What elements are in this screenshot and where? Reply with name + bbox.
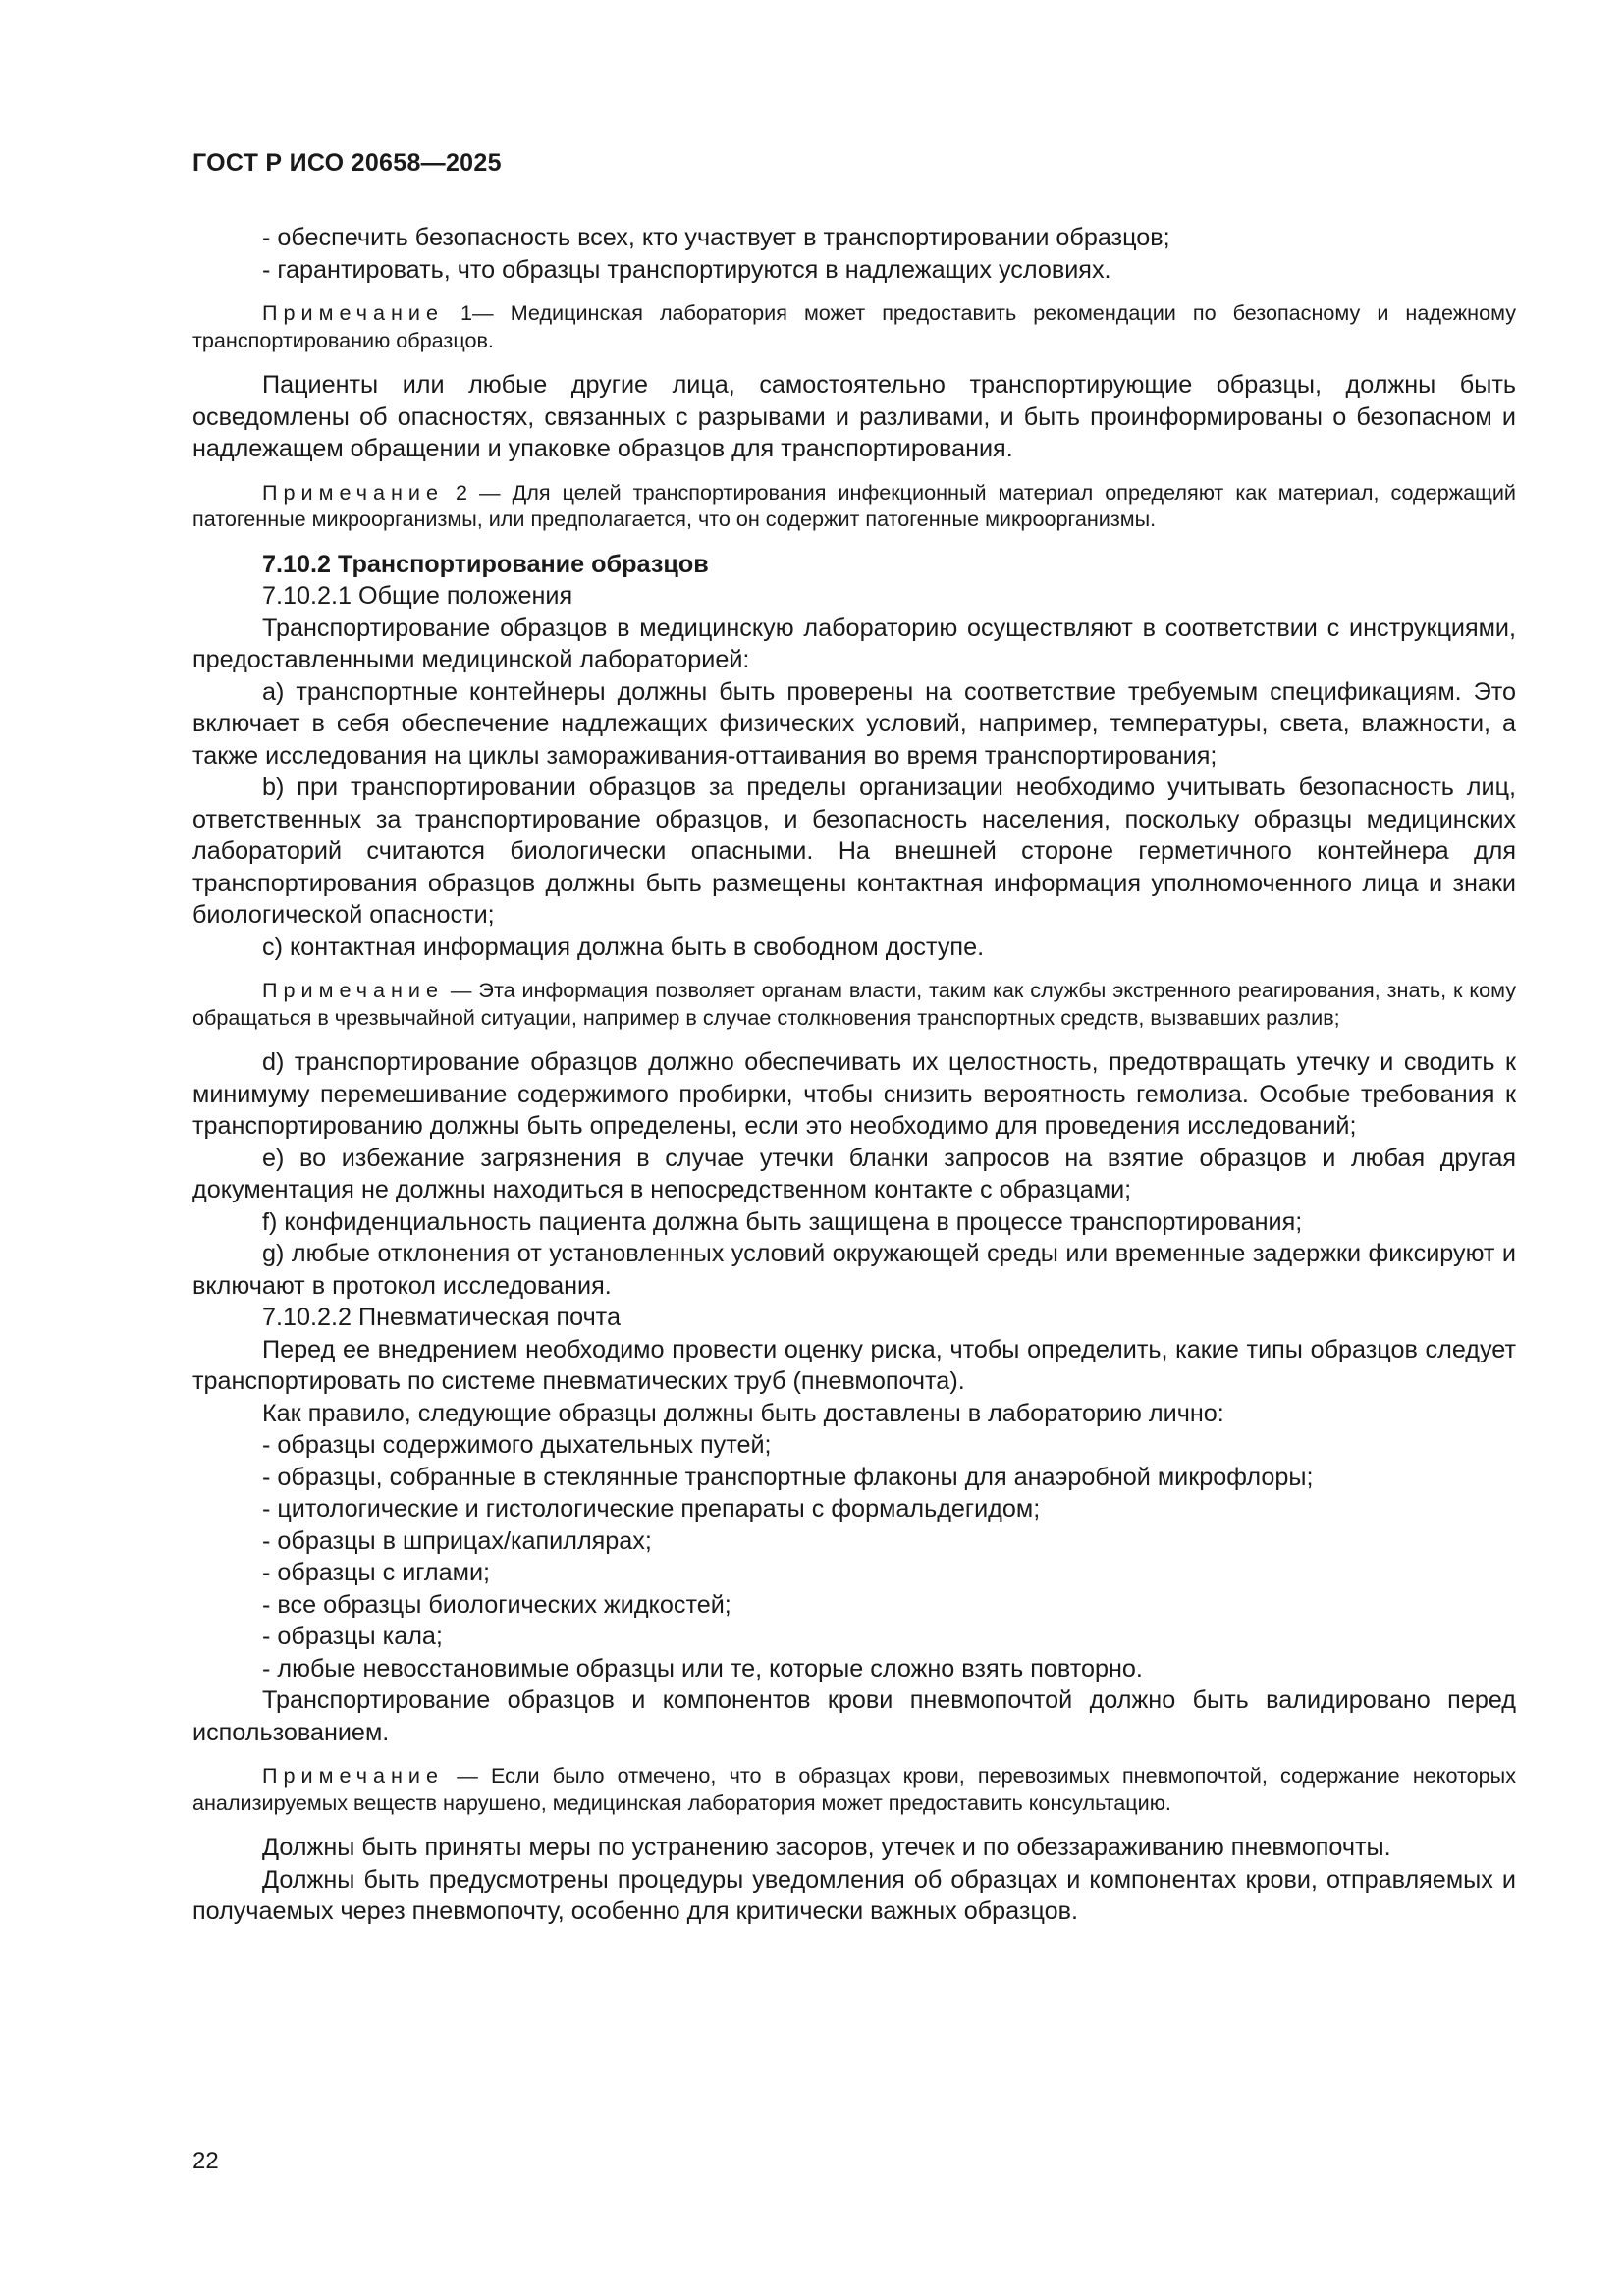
note (192, 299, 1516, 353)
paragraph: Должны быть предусмотрены процедуры уведомления об образцах и компонентах крови, отправляемых и получаемых через пневмопочту, особенно для критически важных образцов. (192, 1865, 1516, 1925)
paragraph: Должны быть приняты меры по устранению засоров, утечек и по обеззараживанию пневмопочты. (262, 1834, 1391, 1861)
paragraph: - гарантировать, что образцы транспортируются в надлежащих условиях. (262, 255, 1111, 284)
list-item-c: c) контактная информация должна быть в свободном доступе. (262, 933, 985, 961)
list-item: - образцы кала; (262, 1623, 443, 1650)
page-body (192, 222, 1516, 1928)
note-text: — Если было отмечено, что в образцах крови, перевозимых пневмопочтой, содержание некоторых анализируемых веществ нарушено, медицинская лаборатория может предоставить консультацию. (192, 1763, 1516, 1815)
paragraph: Транспортирование образцов и компонентов крови пневмопочтой должно быть валидировано перед использованием. (192, 1686, 1516, 1746)
note-label: Примечание (262, 978, 444, 1002)
subsection-heading: 7.10.2.2 Пневматическая почта (262, 1304, 621, 1331)
document-header: ГОСТ Р ИСО 20658—2025 (192, 149, 502, 177)
list-item: - образцы содержимого дыхательных путей; (262, 1431, 772, 1459)
list-item: - цитологические и гистологические препараты с формальдегидом; (262, 1495, 1041, 1522)
note-label: Примечание (262, 300, 444, 325)
note (192, 479, 1516, 533)
list-item-a: a) транспортные контейнеры должны быть проверены на соответствие требуемым спецификациям. Это включает в себя обеспечение надлежащих физических условий, например, температуры, света, влажности, а также исследования на циклы замораживания-оттаивания во время транспортирования; (192, 677, 1516, 770)
list-item-b: b) при транспортировании образцов за пределы организации необходимо учитывать безопасность лиц, ответственных за транспортирование образцов, и безопасность населения, поскольку образцы медицинских лабораторий считаются биологически опасными. На внешней стороне герметичного контейнера для транспортирования образцов должны быть размещены контактная информация уполномоченного лица и знаки биологической опасности; (192, 774, 1516, 929)
paragraph: Перед ее внедрением необходимо провести оценку риска, чтобы определить, какие типы образцов следует транспортировать по системе пневматических труб (пневмопочта). (192, 1335, 1516, 1395)
list-item-d: d) транспортирование образцов должно обеспечивать их целостность, предотвращать утечку и сводить к минимуму перемешивание содержимого пробирки, чтобы снизить вероятность гемолиза. Особые требования к транспортированию должны быть определены, если это необходимо для проведения исследований; (192, 1048, 1516, 1140)
list-item: - любые невосстановимые образцы или те, которые сложно взять повторно. (262, 1654, 1143, 1682)
paragraph: - обеспечить безопасность всех, кто участвует в транспортировании образцов; (262, 224, 1170, 251)
note-text: — Эта информация позволяет органам власти, таким как службы экстренного реагирования, знать, к кому обращаться в чрезвычайной ситуации, например в случае столкновения транспортных средств, вызвавших разлив; (192, 978, 1517, 1030)
list-item-f: f) конфиденциальность пациента должна быть защищена в процессе транспортирования; (262, 1207, 1303, 1236)
note-label: Примечание (262, 479, 444, 505)
paragraph: Транспортирование образцов в медицинскую лабораторию осуществляют в соответствии с инструкциями, предоставленными медицинской лабораторией: (192, 614, 1516, 673)
list-item: - все образцы биологических жидкостей; (262, 1590, 731, 1619)
subsection-heading: 7.10.2.1 Общие положения (262, 582, 573, 610)
note (192, 1762, 1516, 1816)
note-label: Примечание (262, 1763, 444, 1788)
paragraph: Как правило, следующие образцы должны быть доставлены в лабораторию лично: (262, 1399, 1224, 1427)
list-item: - образцы, собранные в стеклянные транспортные флаконы для анаэробной микрофлоры; (262, 1463, 1314, 1491)
list-item: - образцы с иглами; (262, 1559, 491, 1586)
note-text: 1— Медицинская лаборатория может предоставить рекомендации по безопасному и надежному транспортированию образцов. (192, 300, 1517, 352)
section-heading: 7.10.2 Транспортирование образцов (262, 550, 709, 578)
list-item: - образцы в шприцах/капиллярах; (262, 1526, 652, 1555)
note (192, 977, 1516, 1031)
page-number: 22 (192, 2148, 219, 2174)
list-item-g: g) любые отклонения от установленных условий окружающей среды или временные задержки фиксируют и включают в протокол исследования. (192, 1240, 1516, 1300)
note-text: 2 — Для целей транспортирования инфекционный материал определяют как материал, содержащий патогенные микроорганизмы, или предполагается, что он содержит патогенные микроорганизмы. (192, 479, 1516, 531)
list-item-e: e) во избежание загрязнения в случае утечки бланки запросов на взятие образцов и любая другая документация не должны находиться в непосредственном контакте с образцами; (192, 1144, 1516, 1203)
paragraph: Пациенты или любые другие лица, самостоятельно транспортирующие образцы, должны быть осведомлены об опасностях, связанных с разрывами и разливами, и быть проинформированы о безопасном и надлежащем обращении и упаковке образцов для транспортирования. (192, 371, 1516, 462)
